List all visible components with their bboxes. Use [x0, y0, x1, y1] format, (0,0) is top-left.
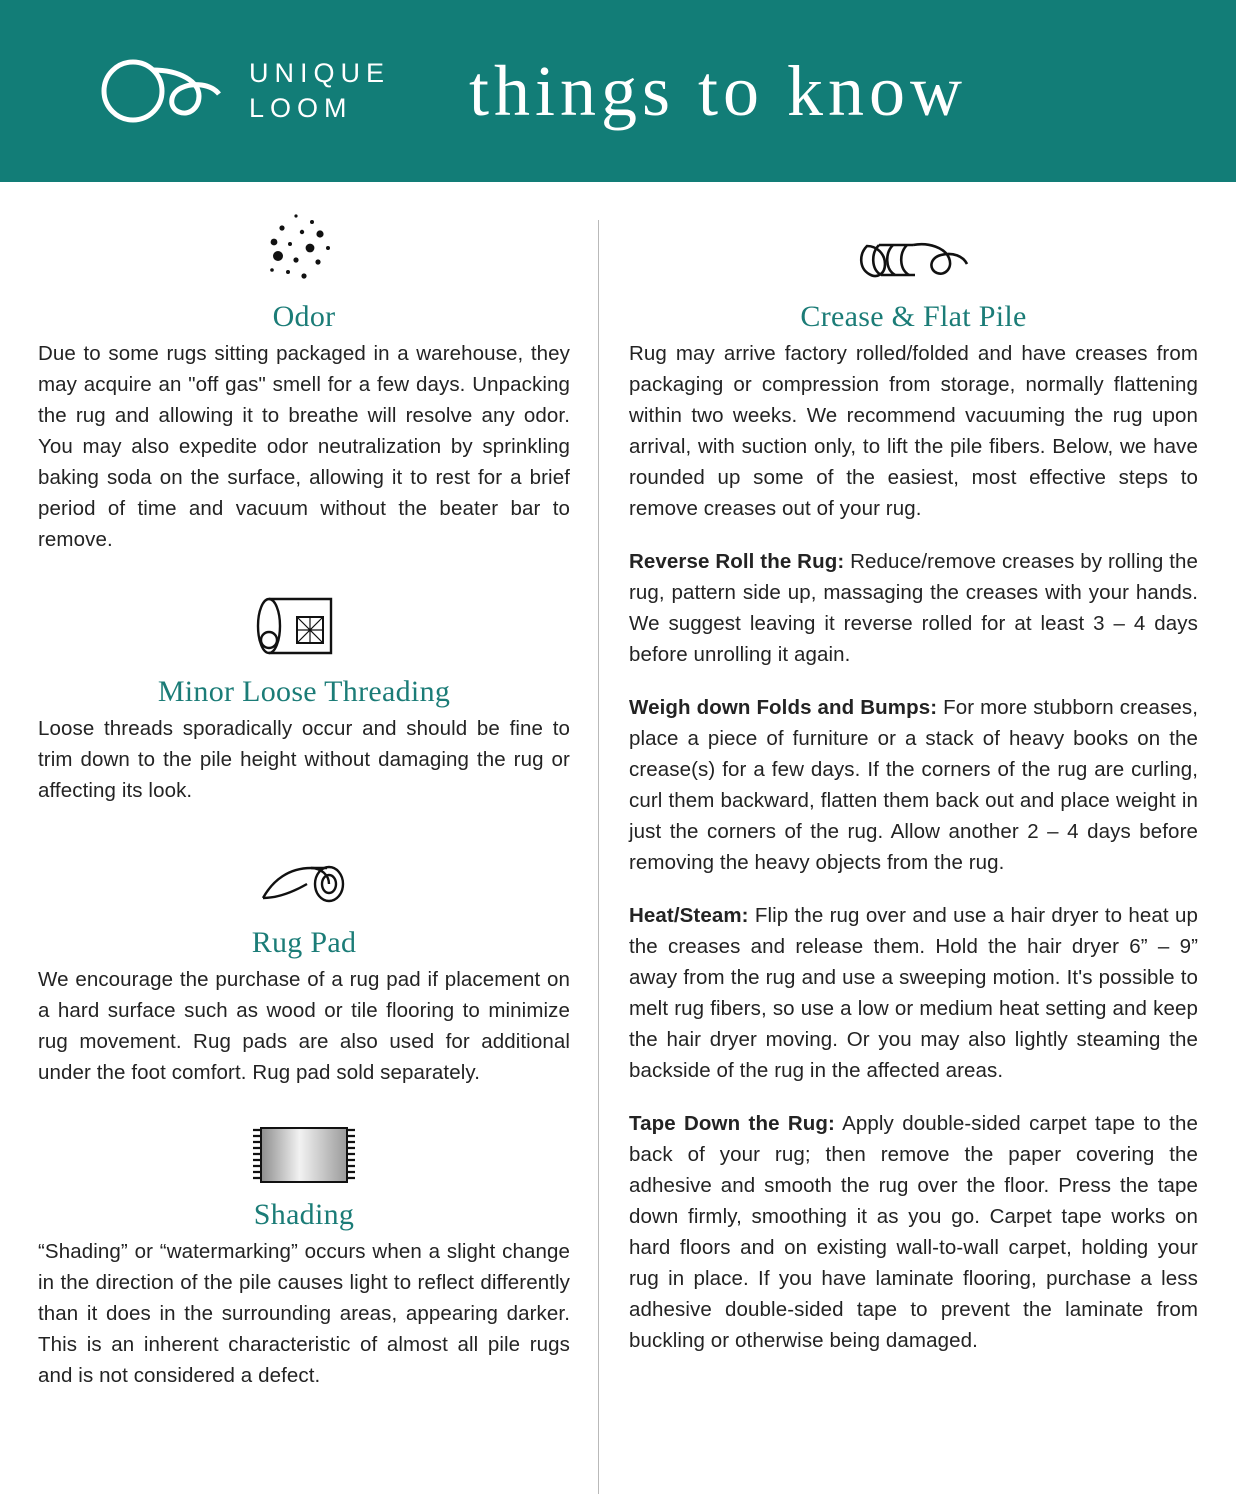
right-column — [599, 198, 1198, 1500]
crease-intro-text: Rug may arrive factory rolled/folded and have creases from packaging or compression from storage, normally flattening within two weeks. We recommend vacuuming the rug upon arrival, with suction only, to lift the pile fibers. Below, we have rounded up some of the easiest, most effective steps to remove creases out of your rug. — [629, 342, 1198, 520]
section-text-minor-loose-threading: Loose threads sporadically occur and should be fine to trim down to the pile height without damaging the rug or affecting its look. — [38, 717, 570, 802]
section-text-shading: “Shading” or “watermarking” occurs when a slight change in the direction of the pile causes light to reflect differently than it does in the surrounding areas, appearing darker. This is an inherent characteristic of almost all pile rugs and is not considered a defect. — [38, 1240, 570, 1387]
left-column — [38, 198, 598, 1500]
tip-tape-down — [629, 1108, 1198, 1356]
rug-pad-roll-icon — [38, 824, 570, 920]
section-title-shading: Shading — [253, 1198, 355, 1231]
brand-lockup — [95, 54, 390, 128]
brand-line-2: LOOM — [249, 93, 353, 123]
odor-dots-icon — [38, 198, 570, 294]
page-title: things to know — [468, 50, 968, 131]
section-text-rug-pad: We encourage the purchase of a rug pad if placement on a hard surface such as wood or tile flooring to minimize rug movement. Rug pads are also used for additional under the foot comfort. Rug pad sold separately. — [38, 968, 570, 1084]
page-header — [0, 0, 1236, 182]
section-title-rug-pad: Rug Pad — [251, 926, 357, 959]
tip-lead-heat-steam: Heat/Steam: — [629, 904, 749, 927]
content-area — [0, 182, 1236, 1500]
tip-body-weigh-down: For more stubborn creases, place a piece of furniture or a stack of heavy books on the crease(s) for a few days. If the corners of the rug are curling, curl them backward, flatten them back out and place weight in just the corners of the rug. Allow another 2 – 4 days before removing the heavy objects from the rug. — [629, 696, 1198, 874]
tip-lead-tape-down: Tape Down the Rug: — [629, 1112, 835, 1135]
tip-reverse-roll — [629, 546, 1198, 670]
tip-body-tape-down: Apply double-sided carpet tape to the back of your rug; then remove the paper covering the adhesive and smooth the rug over the floor. Press the tape down firmly, smoothing it as you go. Carpet tape works on hard floors and on existing wall-to-wall carpet, holding your rug in place. If you have laminate flooring, purchase a less adhesive double-sided tape to prevent the laminate from buckling or otherwise being damaged. — [629, 1112, 1198, 1352]
brand-wordmark — [249, 56, 390, 125]
tip-weigh-down — [629, 692, 1198, 878]
tip-body-heat-steam: Flip the rug over and use a hair dryer to heat up the creases and release them. Hold the hair dryer 6” – 9” away from the rug and use a sweeping motion. It's possible to melt rug fibers, so use a low or medium heat setting and keep the hair dryer moving. Or you may also lightly steaming the backside of the rug in the affected areas. — [629, 904, 1198, 1082]
section-text-odor: Due to some rugs sitting packaged in a warehouse, they may acquire an "off gas" smell for a few days. Unpacking the rug and allowing it to breathe will resolve any odor. You may also expedite odor neutralization by sprinkling baking soda on the surface, allowing it to rest for a brief period of time and vacuum without the beater bar to remove. — [38, 342, 570, 551]
tip-lead-reverse-roll: Reverse Roll the Rug: — [629, 550, 845, 573]
section-title-odor: Odor — [272, 300, 336, 333]
tip-heat-steam — [629, 900, 1198, 1086]
section-title-minor-loose-threading: Minor Loose Threading — [157, 675, 451, 708]
rolled-rug-icon — [38, 573, 570, 669]
infinity-loop-logo-icon — [95, 54, 227, 128]
tip-lead-weigh-down: Weigh down Folds and Bumps: — [629, 696, 938, 719]
rolled-pile-icon — [629, 198, 1198, 294]
shaded-rug-icon — [38, 1106, 570, 1192]
brand-line-1: UNIQUE — [249, 58, 391, 89]
tip-body-reverse-roll: Reduce/remove creases by rolling the rug, pattern side up, massaging the creases with your hands. We suggest leaving it reverse rolled for at least 3 – 4 days before unrolling it again. — [629, 550, 1199, 666]
section-title-crease-flat-pile: Crease & Flat Pile — [800, 300, 1027, 333]
